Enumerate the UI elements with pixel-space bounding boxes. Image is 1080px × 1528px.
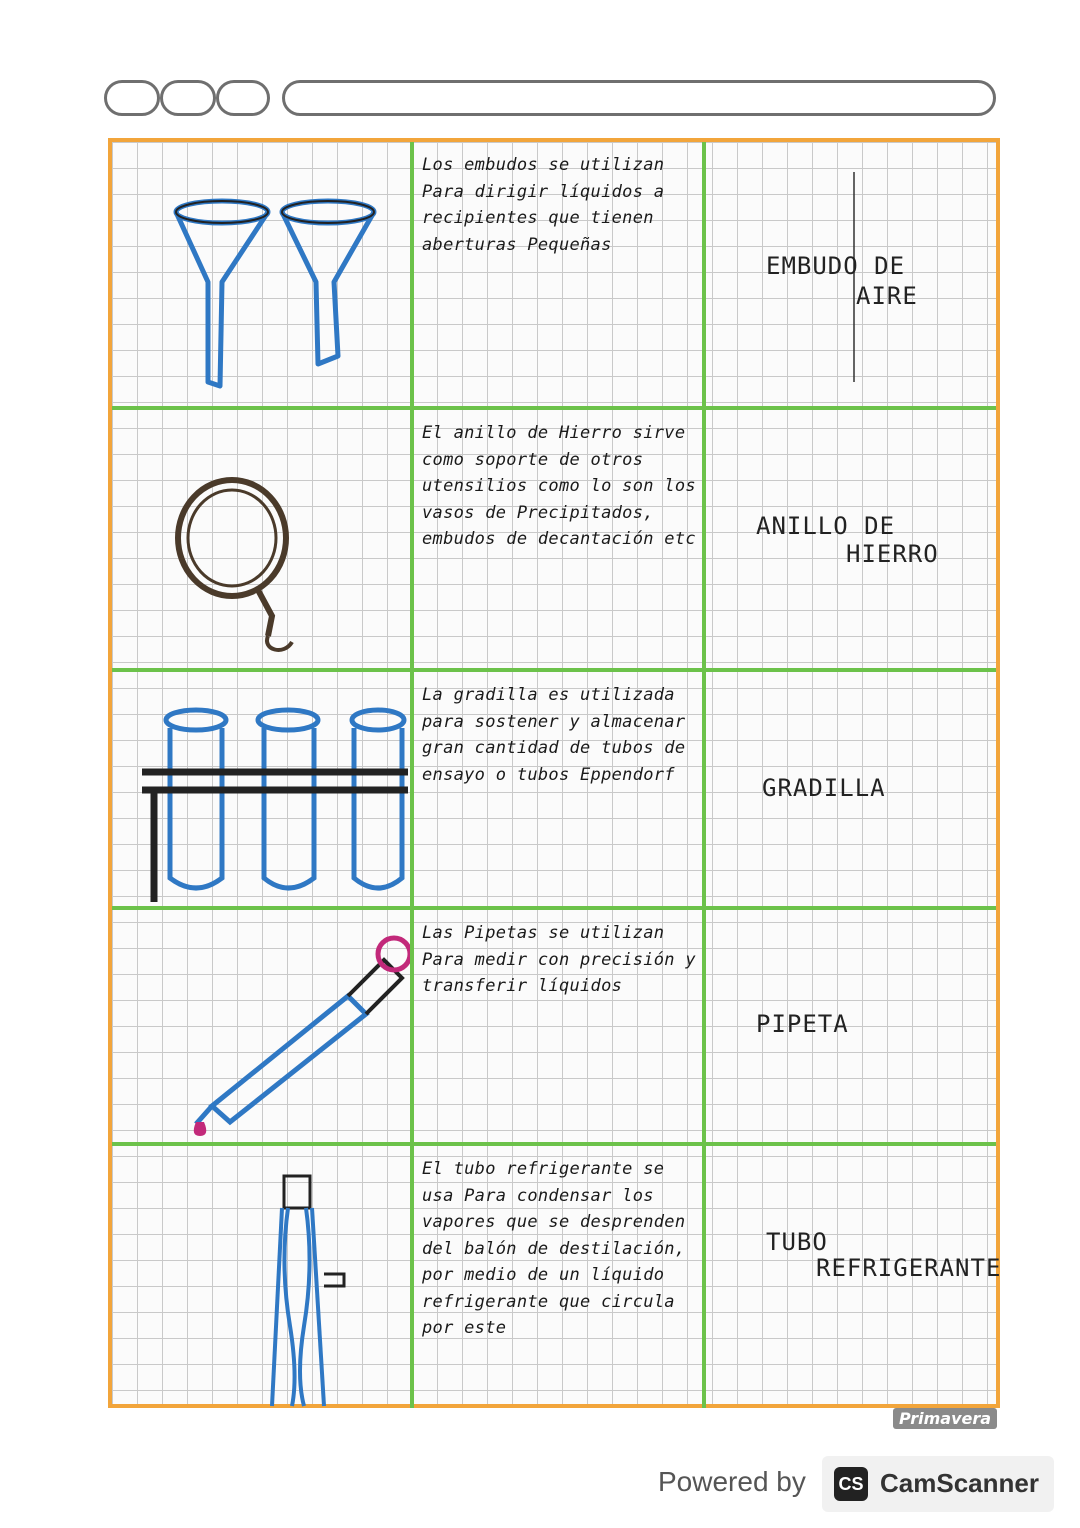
header-title-box xyxy=(282,80,996,116)
name-cell xyxy=(706,1146,1002,1408)
tubo-name-line2: REFRIGERANTE xyxy=(816,1254,1002,1282)
name-cell xyxy=(706,142,996,406)
notebook-brand-label: Primavera xyxy=(893,1408,997,1429)
name-cell xyxy=(706,410,996,668)
camscanner-logo-icon: CS xyxy=(834,1467,868,1501)
description-cell xyxy=(410,672,706,906)
header-box-3 xyxy=(216,80,270,116)
row-gradilla xyxy=(112,672,996,910)
drawing-cell xyxy=(112,410,410,668)
powered-by-label: Powered by xyxy=(658,1466,806,1497)
gradilla-name: GRADILLA xyxy=(762,774,886,802)
drawing-cell xyxy=(112,910,410,1142)
header-box-2 xyxy=(160,80,216,116)
pipeta-name: PIPETA xyxy=(756,1010,849,1038)
grid-sheet xyxy=(108,138,1000,1408)
pipeta-description: Las Pipetas se utilizan Para medir con precisión y transferir líquidos xyxy=(422,923,696,996)
name-cell xyxy=(706,672,996,906)
camscanner-name: CamScanner xyxy=(880,1468,1039,1498)
anillo-description: El anillo de Hierro sirve como soporte de otros utensilios como lo son los vasos de Precipitados, embudos de decantación etc xyxy=(422,423,696,549)
description-cell xyxy=(410,142,706,406)
tubo-refrigerante-description: El tubo refrigerante se usa Para condensar los vapores que se desprenden del balón de destilación, por medio de un líquido refrigerante que circula por este xyxy=(422,1159,686,1338)
embudo-name-line2: AIRE xyxy=(856,282,918,310)
row-pipeta xyxy=(112,910,996,1146)
pipeta-icon xyxy=(112,910,410,1142)
gradilla-description: La gradilla es utilizada para sostener y almacenar gran cantidad de tubos de ensayo o tubos Eppendorf xyxy=(422,685,686,785)
tubo-refrigerante-icon xyxy=(112,1146,410,1408)
tubo-name-line1: TUBO xyxy=(766,1228,828,1256)
anillo-name-line2: HIERRO xyxy=(846,540,939,568)
top-header-bar xyxy=(0,0,1080,130)
camscanner-badge xyxy=(822,1456,1054,1512)
header-box-1 xyxy=(104,80,160,116)
row-anillo xyxy=(112,410,996,672)
drawing-cell xyxy=(112,672,410,906)
description-cell xyxy=(410,910,706,1142)
description-cell xyxy=(410,1146,706,1408)
anillo-icon xyxy=(112,410,410,668)
drawing-cell xyxy=(112,142,410,406)
gradilla-icon xyxy=(112,672,410,906)
row-embudo xyxy=(112,142,996,410)
description-cell xyxy=(410,410,706,668)
name-cell xyxy=(706,910,996,1142)
anillo-name-line1: ANILLO DE xyxy=(756,512,896,540)
row-tubo-refrigerante xyxy=(112,1146,1002,1408)
embudo-description: Los embudos se utilizan Para dirigir líquidos a recipientes que tienen aberturas Pequeñas xyxy=(422,155,665,255)
embudo-name-line1: EMBUDO DE xyxy=(766,252,906,280)
embudo-icon xyxy=(112,142,410,406)
drawing-cell xyxy=(112,1146,410,1408)
